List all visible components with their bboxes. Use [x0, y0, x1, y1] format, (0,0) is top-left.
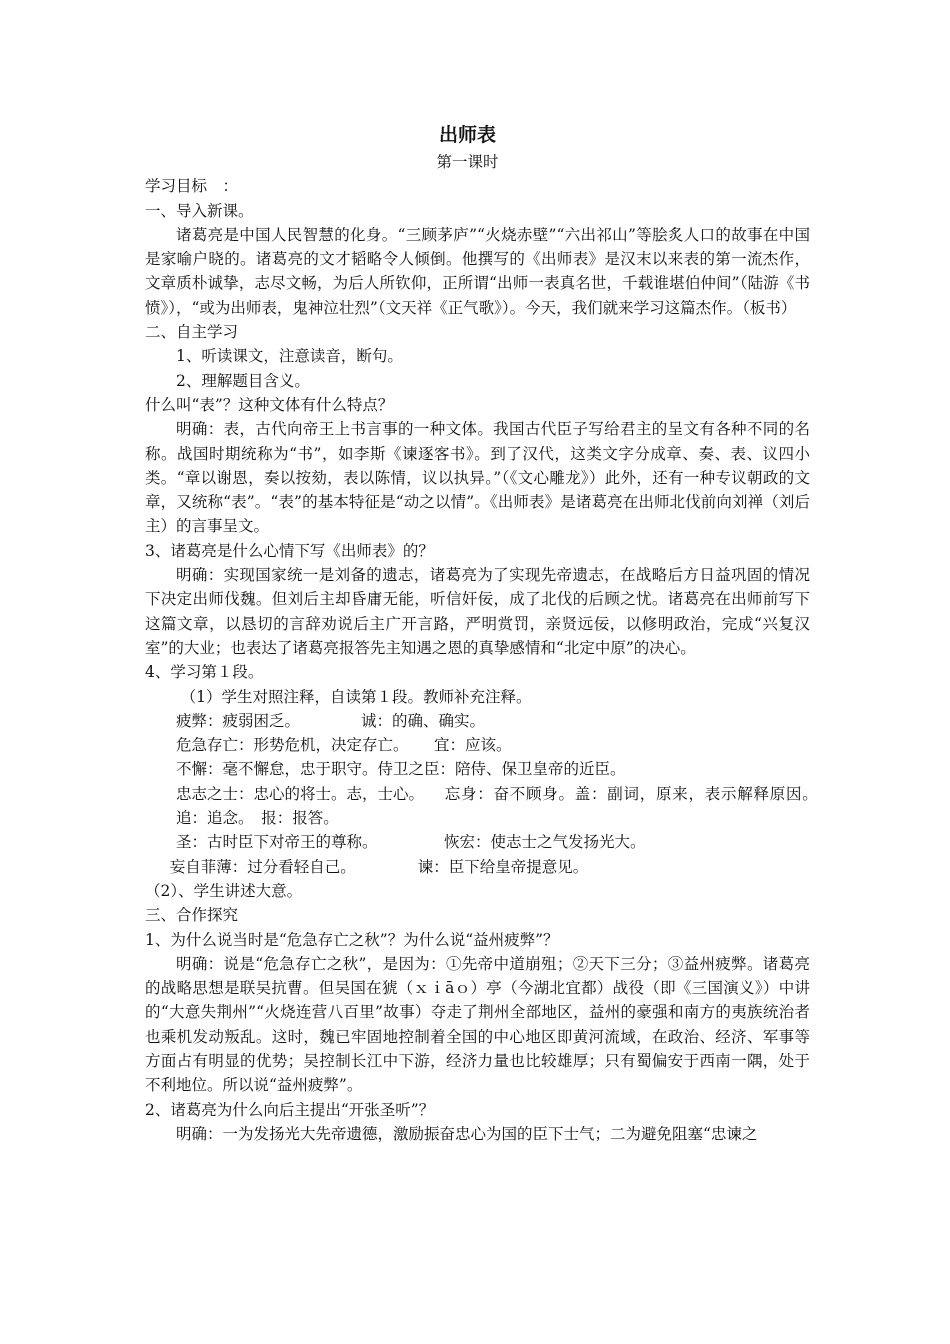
annotation-line-6	[145, 855, 810, 879]
note-zhongzhi-zhishi: 忠志之士：忠心的将士。志，士心。	[176, 784, 425, 803]
section-3-heading: 三、合作探究	[145, 906, 239, 925]
answer-3: 明确：实现国家统一是刘备的遗志，诸葛亮为了实现先帝遗志，在战略后方日益巩固的情况下决定出师伐魏。但刘后主却昏庸无能，听信奸佞，成了北伐的后顾之忧。诸葛亮在出师前写下这篇文章，以恳切的言辞劝说后主广开言路，严明赏罚，亲贤远佞，以修明政治，完成“兴复汉室”的大业；也表达了诸葛亮报答先主知遇之恩的真挚感情和“北定中原”的决心。	[145, 566, 810, 657]
answer-what-is-biao: 明确：表，古代向帝王上书言事的一种文体。我国古代臣子写给君主的呈文有各种不同的名称。战国时期统称为“书”，如李斯《谏逐客书》。到了汉代，这类文字分成章、奏、表、议四小类。“章以谢恩，奏以按劾，表以陈情，议以执异。”（《文心雕龙》）此外，还有一种专议朝政的文章，又统称“表”。“表”的基本特征是“动之以情”。《出师表》是诸葛亮在出师北伐前向刘禅（刘后主）的言事呈文。	[145, 420, 810, 536]
study-step-2: （2）、学生讲述大意。	[145, 881, 303, 900]
annotation-line-4	[145, 782, 826, 831]
section-2-item-1: 1、听读课文，注意读音，断句。	[176, 347, 403, 366]
section-1-heading: 一、导入新课。	[145, 201, 254, 220]
page-subtitle: 第一课时	[436, 153, 499, 171]
annotation-line-5	[145, 830, 810, 854]
question-4: 4、学习第１段。	[145, 663, 264, 682]
note-pibi: 疲弊：疲弱困乏。	[176, 711, 301, 730]
question-what-is-biao: 什么叫“表”？这种文体有什么特点？	[145, 395, 394, 414]
note-wangshen: 忘身：奋不顾身。盖：副词，原来，表示解释原因。 追：追念。 报：报答。	[176, 784, 826, 828]
question-3-1: 1、为什么说当时是“危急存亡之秋”？为什么说“益州疲弊”？	[145, 930, 559, 949]
annotation-line-2	[145, 733, 810, 757]
section-2-item-2: 2、理解题目含义。	[176, 371, 310, 390]
note-wangzi-feibo: 妄自菲薄：过分看轻自己。	[169, 857, 356, 876]
note-weiji-cunwang: 危急存亡：形势危机，决定存亡。	[176, 736, 409, 755]
note-yi: 宜：应该。	[434, 736, 512, 755]
question-3-2: 2、诸葛亮为什么向后主提出“开张圣听”？	[145, 1100, 435, 1119]
question-3: 3、诸葛亮是什么心情下写《出师表》的？	[145, 541, 434, 560]
note-huihong: 恢宏：使志士之气发扬光大。	[444, 833, 646, 852]
page-title: 出师表	[438, 124, 496, 146]
note-buxie: 不懈：毫不懈怠，忠于职守。侍卫之臣：陪侍、保卫皇帝的近臣。	[176, 760, 626, 779]
answer-3-2: 明确：一为发扬光大先帝遗德，激励振奋忠心为国的臣下士气；二为避免阻塞“忠谏之	[176, 1124, 758, 1143]
section-2-heading: 二、自主学习	[145, 323, 239, 342]
answer-3-1: 明确：说是“危急存亡之秋”，是因为：①先帝中道崩殂；②天下三分；③益州疲弊。诸葛亮的战略思想是联吴抗曹。但吴国在猇（ｘｉāｏ）亭（今湖北宜都）战役（即《三国演义》）中讲的“大意失荆州”“火烧连营八百里”故事）夺走了荆州全部地区，益州的豪强和南方的夷族统治者也乘机发动叛乱。这时，魏已牢固地控制着全国的中心地区即黄河流域，在政治、经济、军事等方面占有明显的优势；吴控制长江中下游，经济力量也比较雄厚；只有蜀偏安于西南一隅，处于不利地位。所以说“益州疲弊”。	[145, 954, 810, 1095]
annotation-line-1	[145, 709, 810, 733]
study-step-1: （1）学生对照注释，自读第１段。教师补充注释。	[180, 687, 532, 706]
note-sheng: 圣：古时臣下对帝王的尊称。	[176, 833, 378, 852]
note-cheng: 诚：的确、确实。	[361, 711, 486, 730]
note-jian: 谏：臣下给皇帝提意见。	[417, 857, 589, 876]
document-page	[145, 120, 826, 1146]
section-1-intro-paragraph: 诸葛亮是中国人民智慧的化身。“三顾茅庐”“火烧赤壁”“六出祁山”等脍炙人口的故事在中国是家喻户晓的。诸葛亮的文才韬略令人倾倒。他撰写的《出师表》是汉末以来表的第一流杰作，文章质朴诚挚，志尽文畅，为后人所钦仰，正所谓“出师一表真名世，千载谁堪伯仲间”（陆游《书愤》），“或为出师表，鬼神泣壮烈”（文天祥《正气歌》）。今天，我们就来学习这篇杰作。（板书）	[145, 225, 810, 317]
learning-goals-label: 学习目标 ：	[145, 177, 239, 196]
